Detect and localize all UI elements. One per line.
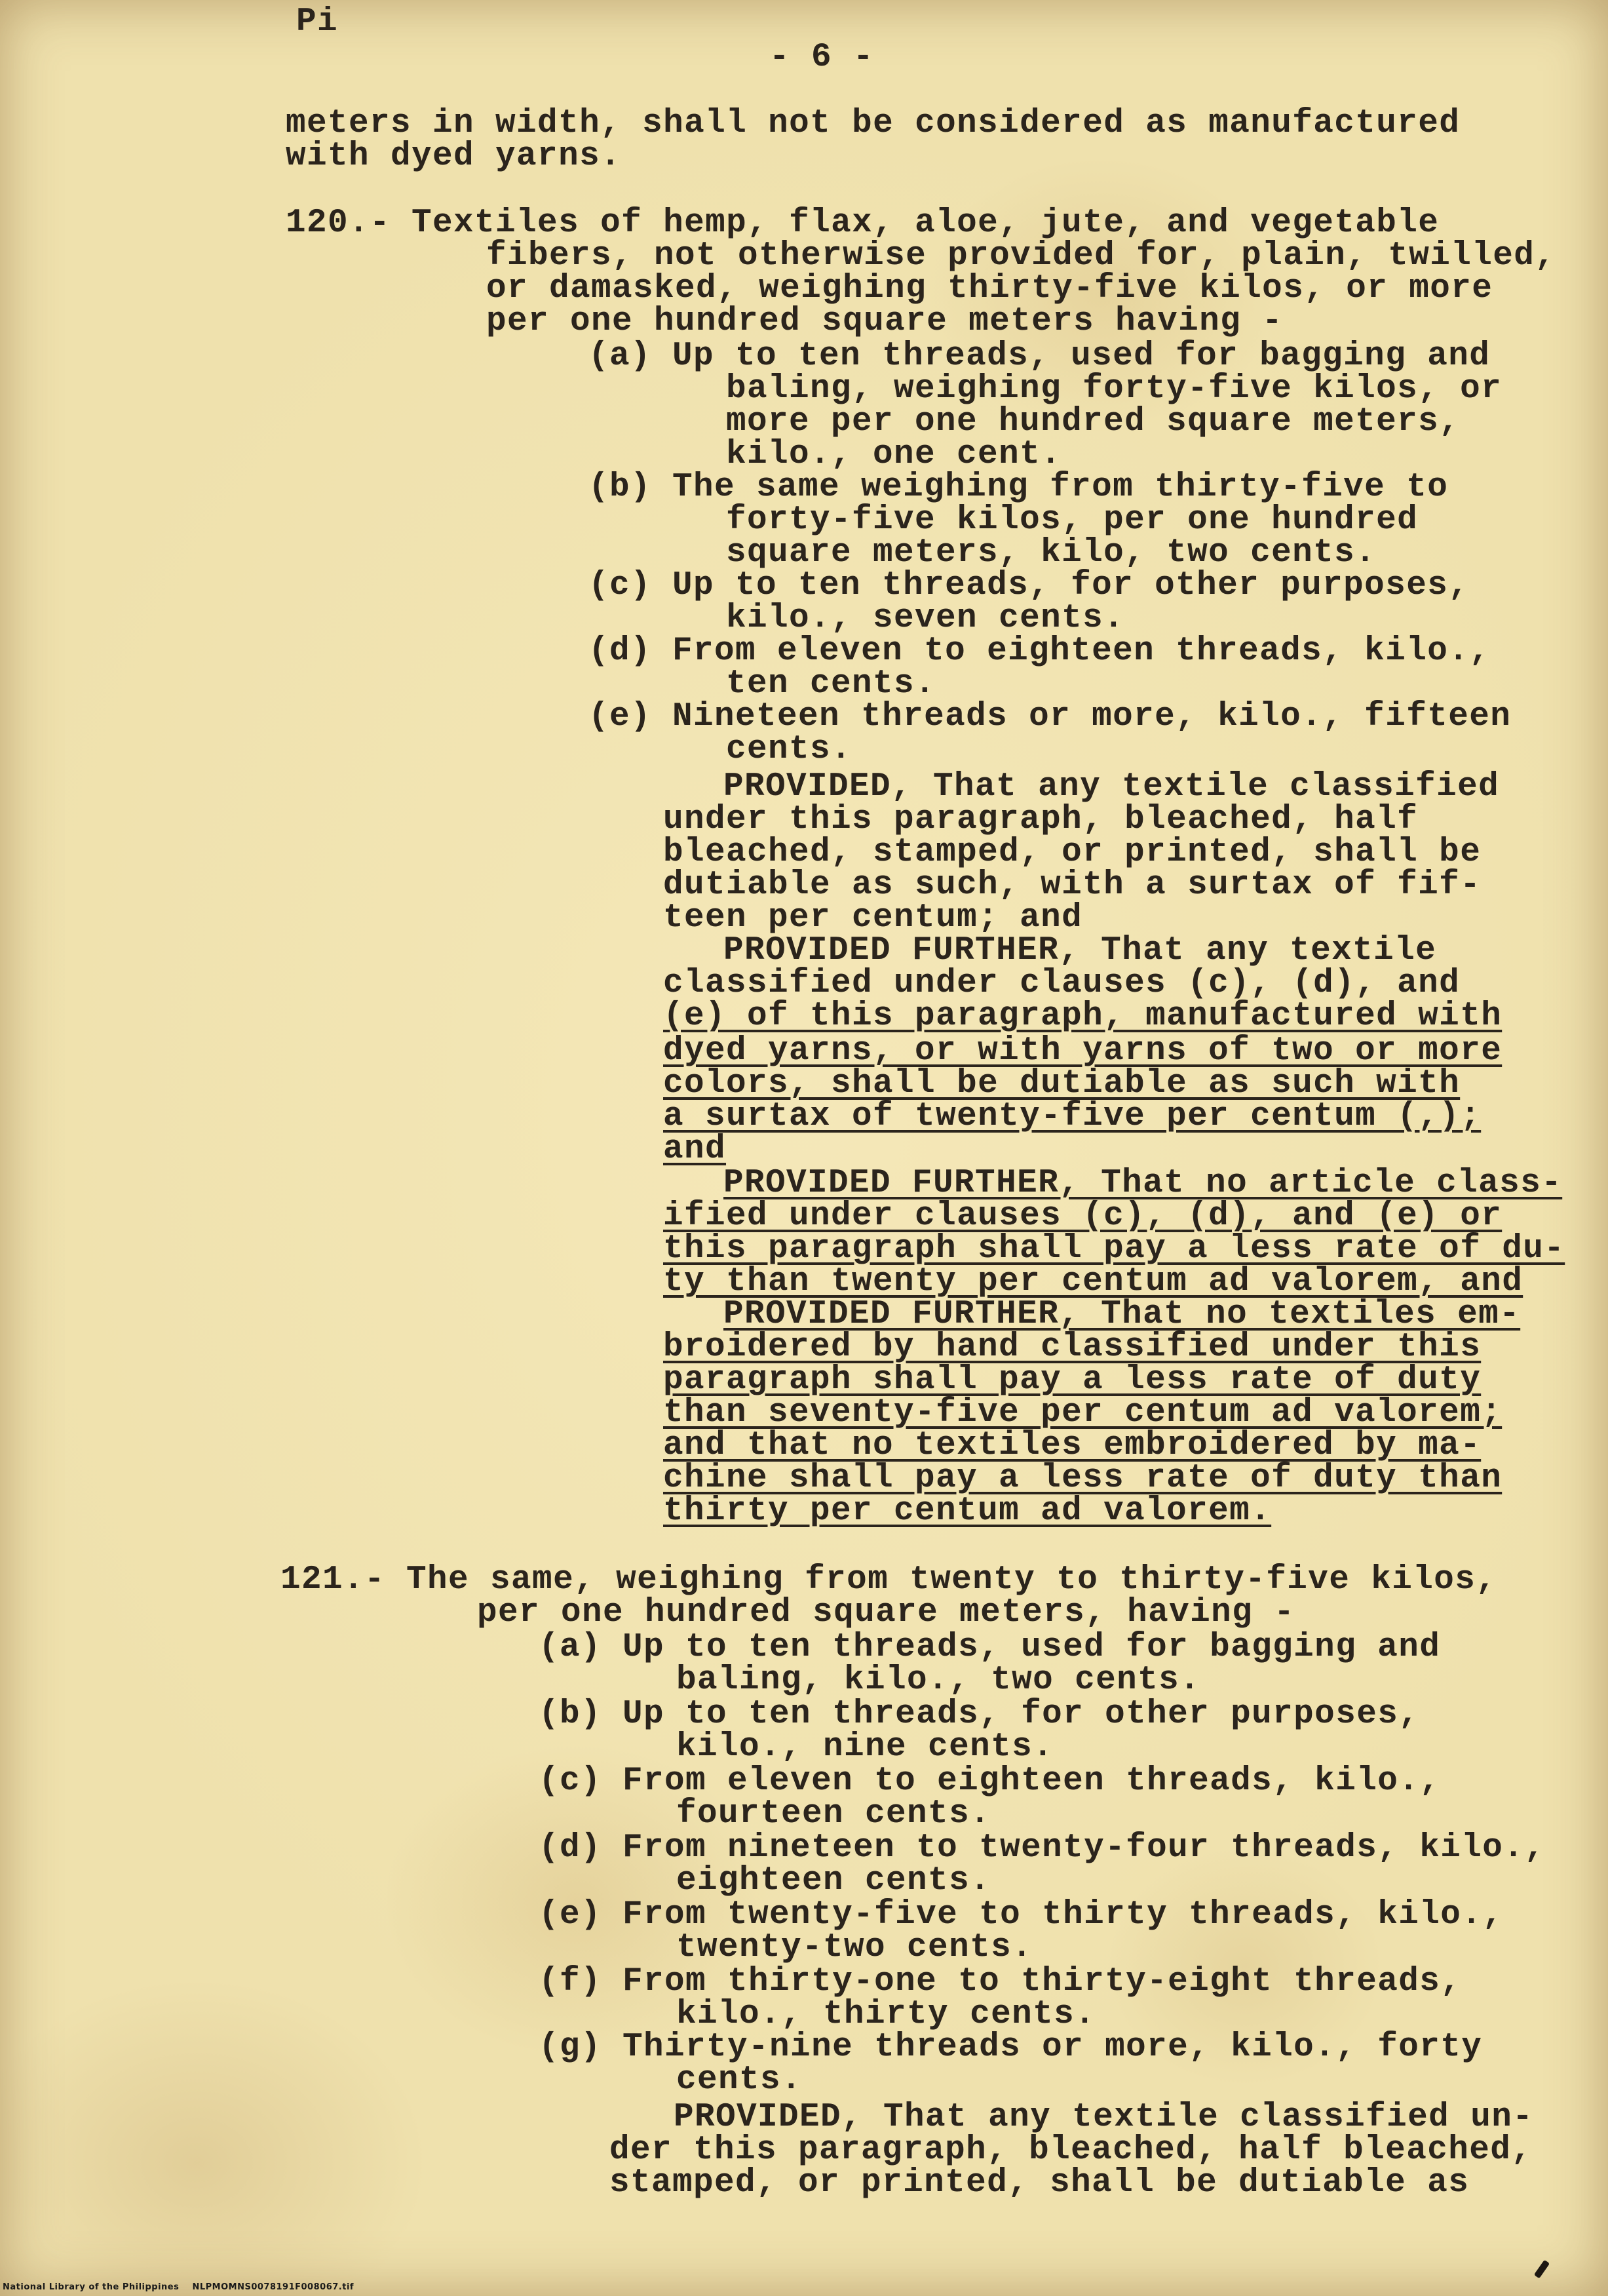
clause-d: (d) From nineteen to twenty-four threads, kilo., [539, 1829, 1546, 1867]
text-line: more per one hundred square meters, [726, 403, 1461, 440]
text-line: per one hundred square meters, having - [477, 1594, 1295, 1631]
proviso-line: dutiable as such, with a surtax of fif- [663, 866, 1482, 904]
text-line: square meters, kilo, two cents. [726, 534, 1377, 572]
underlined-line: thirty per centum ad valorem. [663, 1492, 1272, 1530]
text-line: or damasked, weighing thirty-five kilos, or more [486, 270, 1493, 307]
underlined-line: than seventy-five per centum ad valorem; [663, 1394, 1503, 1431]
proviso-line: PROVIDED FURTHER, That any textile [723, 932, 1437, 969]
ink-mark [1534, 2260, 1550, 2279]
clause-b: (b) The same weighing from thirty-five to [588, 469, 1449, 506]
clause-c: (c) From eleven to eighteen threads, kilo., [539, 1762, 1441, 1800]
clause-d: (d) From eleven to eighteen threads, kilo., [588, 632, 1491, 670]
clause-c: (c) Up to ten threads, for other purposes, [588, 567, 1470, 604]
text-line: cents. [676, 2061, 803, 2099]
text-line: baling, weighing forty-five kilos, or [726, 370, 1503, 408]
clause-a: (a) Up to ten threads, used for bagging and [588, 338, 1491, 375]
underlined-line: and [663, 1131, 727, 1168]
text-line: baling, kilo., two cents. [676, 1662, 1201, 1699]
text-line: kilo., one cent. [726, 436, 1062, 473]
underlined-line: colors, shall be dutiable as such with [663, 1065, 1461, 1102]
text-line: with dyed yarns. [286, 138, 622, 175]
proviso-line: classified under clauses (c), (d), and [663, 965, 1461, 1002]
text-line: ten cents. [726, 665, 936, 703]
text-line: kilo., seven cents. [726, 600, 1125, 637]
text-line: kilo., thirty cents. [676, 1996, 1096, 2033]
proviso-line: der this paragraph, bleached, half bleached, [609, 2131, 1533, 2169]
text-line: eighteen cents. [676, 1862, 991, 1899]
paragraph-121-heading: 121.- The same, weighing from twenty to thirty-five kilos, [280, 1561, 1497, 1599]
proviso-line: teen per centum; and [663, 899, 1083, 937]
underlined-line: and that no textiles embroidered by ma- [663, 1427, 1482, 1464]
text-line: fourteen cents. [676, 1795, 991, 1833]
page-number: - 6 - [769, 39, 875, 76]
text-line: meters in width, shall not be considered as manufactured [286, 105, 1461, 142]
clause-e: (e) Nineteen threads or more, kilo., fifteen [588, 698, 1512, 735]
clause-e: (e) From twenty-five to thirty threads, kilo., [539, 1896, 1504, 1934]
clause-f: (f) From thirty-one to thirty-eight threads, [539, 1963, 1462, 2000]
clause-g: (g) Thirty-nine threads or more, kilo., forty [539, 2029, 1483, 2066]
clause-b: (b) Up to ten threads, for other purposes, [539, 1696, 1420, 1733]
text-line: twenty-two cents. [676, 1929, 1033, 1966]
underlined-line: PROVIDED FURTHER, That no textiles em- [723, 1296, 1521, 1333]
text-line: cents. [726, 731, 852, 768]
underlined-line: ty than twenty per centum ad valorem, and [663, 1263, 1523, 1300]
proviso-line: under this paragraph, bleached, half [663, 801, 1419, 838]
text-line: forty-five kilos, per one hundred [726, 501, 1419, 539]
proviso-line: PROVIDED, That any textile classified un- [674, 2099, 1534, 2136]
text-line: kilo., nine cents. [676, 1728, 1054, 1766]
text-line: fibers, not otherwise provided for, plain, twilled, [486, 237, 1556, 275]
header-code: Pi [296, 3, 339, 41]
scan-footer: National Library of the Philippines NLPMOMNS0078191F008067.tif [3, 2282, 354, 2292]
underlined-line: chine shall pay a less rate of duty than [663, 1460, 1503, 1497]
underlined-line: broidered by hand classified under this [663, 1329, 1482, 1366]
proviso-line: stamped, or printed, shall be dutiable as [609, 2164, 1470, 2202]
paragraph-120-heading: 120.- Textiles of hemp, flax, aloe, jute, and vegetable [286, 204, 1440, 242]
proviso-line: PROVIDED, That any textile classified [723, 768, 1500, 806]
underlined-line: ified under clauses (c), (d), and (e) or [663, 1197, 1503, 1235]
underlined-line: (e) of this paragraph, manufactured with [663, 998, 1503, 1035]
underlined-line: paragraph shall pay a less rate of duty [663, 1361, 1482, 1399]
underlined-line: PROVIDED FURTHER, That no article class- [723, 1165, 1563, 1202]
clause-a: (a) Up to ten threads, used for bagging and [539, 1629, 1441, 1666]
underlined-line: dyed yarns, or with yarns of two or more [663, 1032, 1503, 1070]
underlined-line: a surtax of twenty-five per centum (,); [663, 1098, 1482, 1135]
proviso-line: bleached, stamped, or printed, shall be [663, 834, 1482, 871]
text-line: per one hundred square meters having - [486, 303, 1284, 340]
underlined-line: this paragraph shall pay a less rate of du- [663, 1230, 1565, 1268]
